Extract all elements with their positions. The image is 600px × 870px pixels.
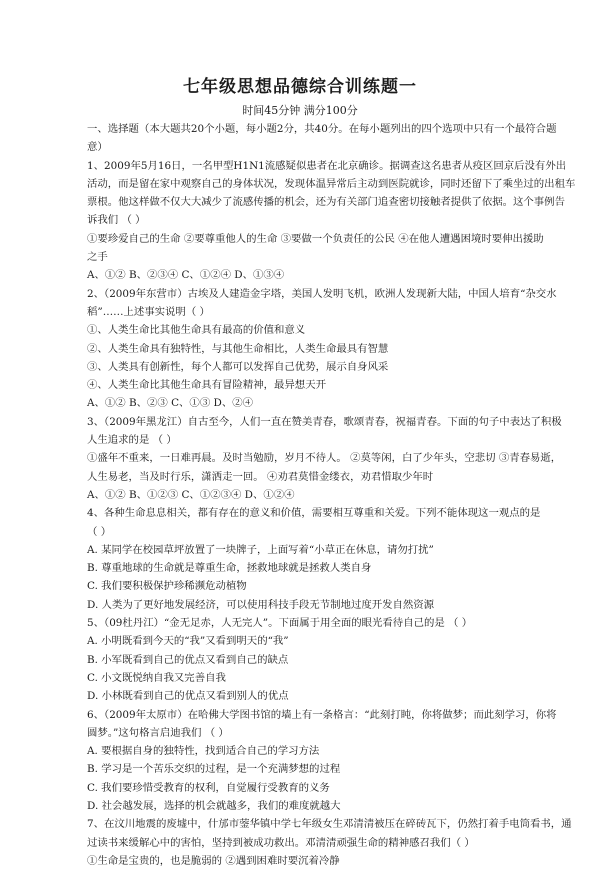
text-line: 人生易老，当及时行乐，潇洒走一回。 ④劝君莫惜金缕衣，劝君惜取少年时 — [87, 470, 434, 483]
text-line: A. 要根据自身的独特性，找到适合自己的学习方法 — [87, 745, 320, 758]
text-line: A. 某同学在校园草坪放置了一块牌子，上面写着“小草正在休息，请勿打扰” — [87, 543, 434, 556]
question-body — [87, 120, 576, 870]
text-line: 过读书来缓解心中的害怕，坚持到被成功救出。邓清清顽强生命的精神感召我们（ ） — [87, 836, 475, 849]
text-line: 4、各种生命息息相关，都有存在的意义和价值，需要相互尊重和关爱。下列不能体现这一观点的是 — [87, 507, 541, 520]
text-line: D. 人类为了更好地发展经济，可以使用科技手段无节制地过度开发自然资源 — [87, 598, 435, 611]
text-line: 意） — [87, 141, 108, 154]
text-line: 1、2009年5月16日，一名甲型H1N1流感疑似患者在北京确诊。据调查这名患者从疫区回京后没有外出 — [87, 159, 567, 172]
text-line: D. 小林既看到自己的优点又看到别人的优点 — [87, 690, 289, 703]
text-line: ①、人类生命比其他生命具有最高的价值和意义 — [87, 324, 306, 337]
exam-time-score: 时间45分钟 满分100分 — [242, 104, 358, 117]
text-line: 人生追求的是 （ ） — [87, 434, 177, 447]
text-line: ③、人类具有创新性，每个人都可以发挥自己优势，展示自身风采 — [87, 360, 389, 373]
text-line: A、①② B、②③④ C、①②④ D、①③④ — [87, 269, 285, 282]
text-line: 3、（2009年黑龙江）自古至今，人们一直在赞美青春，歌颂青春，祝福青春。下面的句子中表达了积极 — [87, 415, 562, 428]
text-line: ①生命是宝贵的，也是脆弱的 ②遇到困难时要沉着冷静 — [87, 854, 340, 867]
text-line: 6、（2009年太原市）在哈佛大学图书馆的墙上有一条格言：“此刻打盹，你将做梦；而此刻学习，你将 — [87, 708, 557, 721]
text-line: （ ） — [87, 525, 112, 538]
text-line: ①要珍爱自己的生命 ②要尊重他人的生命 ③要做一个负责任的公民 ④在他人遭遇困境时要伸出援助 — [87, 232, 544, 245]
text-line: ②、人类生命具有独特性，与其他生命相比，人类生命最具有智慧 — [87, 342, 389, 355]
text-line: 票根。他这样做不仅大大减少了流感传播的机会，还为有关部门追查密切接触者提供了依据。这个事例告 — [87, 196, 565, 209]
text-line: 稻”……上述事实说明（ ） — [87, 305, 210, 318]
text-line: 一、选择题（本大题共20个小题，每小题2分，共40分。在每小题列出的四个选项中只有一个最符合题 — [87, 123, 557, 135]
text-line: A、①② B、①②③ C、①②③④ D、①②④ — [87, 488, 295, 501]
text-line: A、①② B、②③ C、①③ D、②④ — [87, 397, 254, 410]
text-line: 之手 — [87, 251, 108, 264]
text-line: A. 小明既看到今天的“我”又看到明天的“我” — [87, 635, 289, 648]
text-line: 5、（09杜丹江）“金无足赤，人无完人”。下面属于用全面的眼光看待自己的是 （ ） — [87, 617, 473, 630]
text-line: 7、在汶川地震的废墟中，什邡市蓥华镇中学七年级女生邓清清被压在碎砖瓦下，仍然打着手电筒看书，通 — [87, 818, 572, 831]
text-line: 活动，而是留在家中观察自己的身体状况，发现体温异常后主动到医院就诊，同时还留下了乘坐过的出租车 — [87, 177, 576, 190]
text-line: 圆梦。”这句格言启迪我们 （ ） — [87, 726, 229, 739]
text-line: 2、（2009年东营市）古埃及人建造金字塔，美国人发明飞机，欧洲人发现新大陆，中国人培育“杂交水 — [87, 287, 557, 300]
text-line: ①盛年不重来，一日难再晨。及时当勉励，岁月不待人。 ②莫等闲，白了少年头，空悲切 ③青春易逝， — [87, 452, 562, 465]
text-line: B. 学习是一个苦乐交织的过程，是一个充满梦想的过程 — [87, 763, 341, 776]
text-line: B. 小军既看到自己的优点又看到自己的缺点 — [87, 653, 289, 666]
text-line: ④、人类生命比其他生命具有冒险精神，最异想天开 — [87, 379, 326, 392]
text-line: B. 尊重地球的生命就是尊重生命，拯救地球就是拯救人类自身 — [87, 562, 372, 575]
text-line: C. 小文既悦纳自我又完善自我 — [87, 671, 226, 684]
text-line: D. 社会越发展，选择的机会就越多，我们的难度就越大 — [87, 799, 341, 812]
text-line: C. 我们要珍惜受教育的权利，自觉履行受教育的义务 — [87, 781, 330, 794]
text-line: 诉我们 （ ） — [87, 214, 146, 227]
text-line: C. 我们要积极保护珍稀濒危动植物 — [87, 580, 247, 593]
page-title: 七年级思想品德综合训练题一 — [183, 77, 417, 97]
